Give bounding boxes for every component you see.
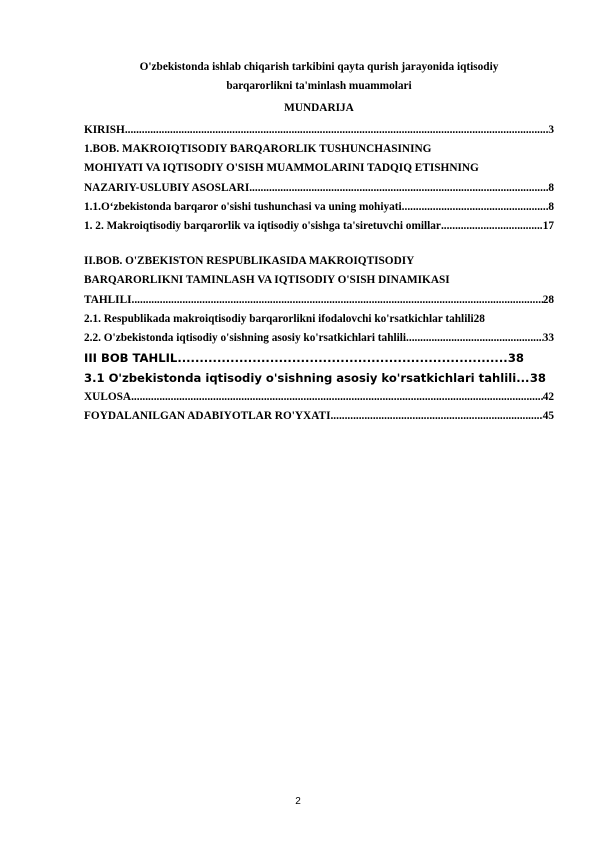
toc-entry-xulosa[interactable]: [84, 388, 554, 407]
document-title: [84, 58, 554, 96]
toc-entry-kirish[interactable]: [84, 121, 554, 140]
toc-page-number: 33: [542, 332, 554, 345]
toc-entry-text: 2.2. O'zbekistonda iqtisodiy o'sishning asosiy ko'rsatkichlari tahlili: [84, 332, 407, 345]
toc-page-number: 17: [542, 220, 554, 233]
toc-entry-text: TAHLILI: [84, 293, 132, 306]
toc-leader-dots: [441, 217, 543, 236]
toc-leader-dots: [249, 179, 548, 198]
toc-heading: MUNDARIJA: [284, 102, 354, 114]
toc-entry-chapter-2[interactable]: [84, 291, 554, 310]
title-line-2: barqarorlikni ta'minlash muammolari: [226, 80, 412, 92]
toc-entry-text: 1. 2. Makroiqtisodiy barqarorlik va iqtisodiy o'sishga ta'siretuvchi omillar: [84, 220, 441, 233]
toc-page-number: 8: [548, 200, 554, 213]
toc-entry-text: NAZARIY-USLUBIY ASOSLARI: [84, 181, 250, 194]
toc-chapter-1-line-1: 1.BOB. MAKROIQTISODIY BARQARORLIK TUSHUNCHASINING: [84, 143, 432, 156]
toc-entry-text: XULOSA: [84, 391, 132, 404]
toc-leader-dots: [402, 198, 549, 217]
toc-entry-section-3-1[interactable]: [84, 368, 546, 388]
toc-page-number: 28: [542, 293, 554, 306]
toc-leader-dots: [132, 291, 543, 310]
toc-entry-text: III BOB TAHLIL: [84, 351, 178, 366]
toc-leader-dots: [516, 368, 530, 388]
toc-spacer: [84, 236, 554, 252]
toc-entry-section-1-2[interactable]: [84, 217, 554, 236]
toc-leader-dots: [125, 121, 549, 140]
toc-page-number: 38: [507, 351, 524, 366]
toc-chapter-1-line-2: MOHIYATI VA IQTISODIY O'SISH MUAMMOLARINI TADQIQ ETISHNING: [84, 162, 479, 175]
toc-chapter-2-line-1: II.BOB. O'ZBEKISTON RESPUBLIKASIDA MAKROIQTISODIY: [84, 255, 415, 268]
toc-page-number: 28: [473, 312, 485, 325]
toc-page-number: 42: [542, 391, 554, 404]
toc-entry-section-2-1[interactable]: [84, 310, 554, 329]
toc-entry-adabiyotlar[interactable]: [84, 407, 554, 426]
toc-leader-dots: [330, 407, 542, 426]
table-of-contents: [84, 121, 554, 427]
toc-entry-text: O‘zbekistonda barqaror o'sishi tushunchasi va uning mohiyati: [100, 200, 402, 213]
toc-page-number: 8: [548, 181, 554, 194]
toc-entry-text: 3.1 O'zbekistonda iqtisodiy o'sishning asosiy ko'rsatkichlari tahlili: [84, 371, 517, 386]
toc-entry-text: 2.1. Respublikada makroiqtisodiy barqarorlikni ifodalovchi ko'rsatkichlar tahlili: [84, 312, 474, 325]
toc-entry-section-2-2[interactable]: [84, 329, 554, 348]
toc-section-number: 1.1.: [84, 200, 101, 213]
toc-entry-section-1-1[interactable]: [84, 198, 554, 217]
toc-page-number: 38: [529, 371, 546, 386]
toc-entry-text: KIRISH: [84, 124, 125, 136]
title-line-1: O'zbekistonda ishlab chiqarish tarkibini qayta qurish jarayonida iqtisodiy: [139, 61, 499, 73]
toc-leader-dots: [177, 348, 508, 368]
toc-entry-text: FOYDALANILGAN ADABIYOTLAR RO'YXATI: [84, 410, 331, 423]
toc-chapter-2-line-2: BARQARORLIKNI TAMINLASH VA IQTISODIY O'SISH DINAMIKASI: [84, 274, 450, 287]
toc-leader-dots: [406, 329, 543, 348]
page-number-footer: 2: [295, 796, 301, 807]
toc-entry-chapter-3[interactable]: [84, 348, 524, 368]
toc-leader-dots: [131, 388, 543, 407]
toc-entry-chapter-1[interactable]: [84, 179, 554, 198]
toc-page-number: 3: [548, 124, 554, 136]
toc-page-number: 45: [542, 410, 554, 423]
